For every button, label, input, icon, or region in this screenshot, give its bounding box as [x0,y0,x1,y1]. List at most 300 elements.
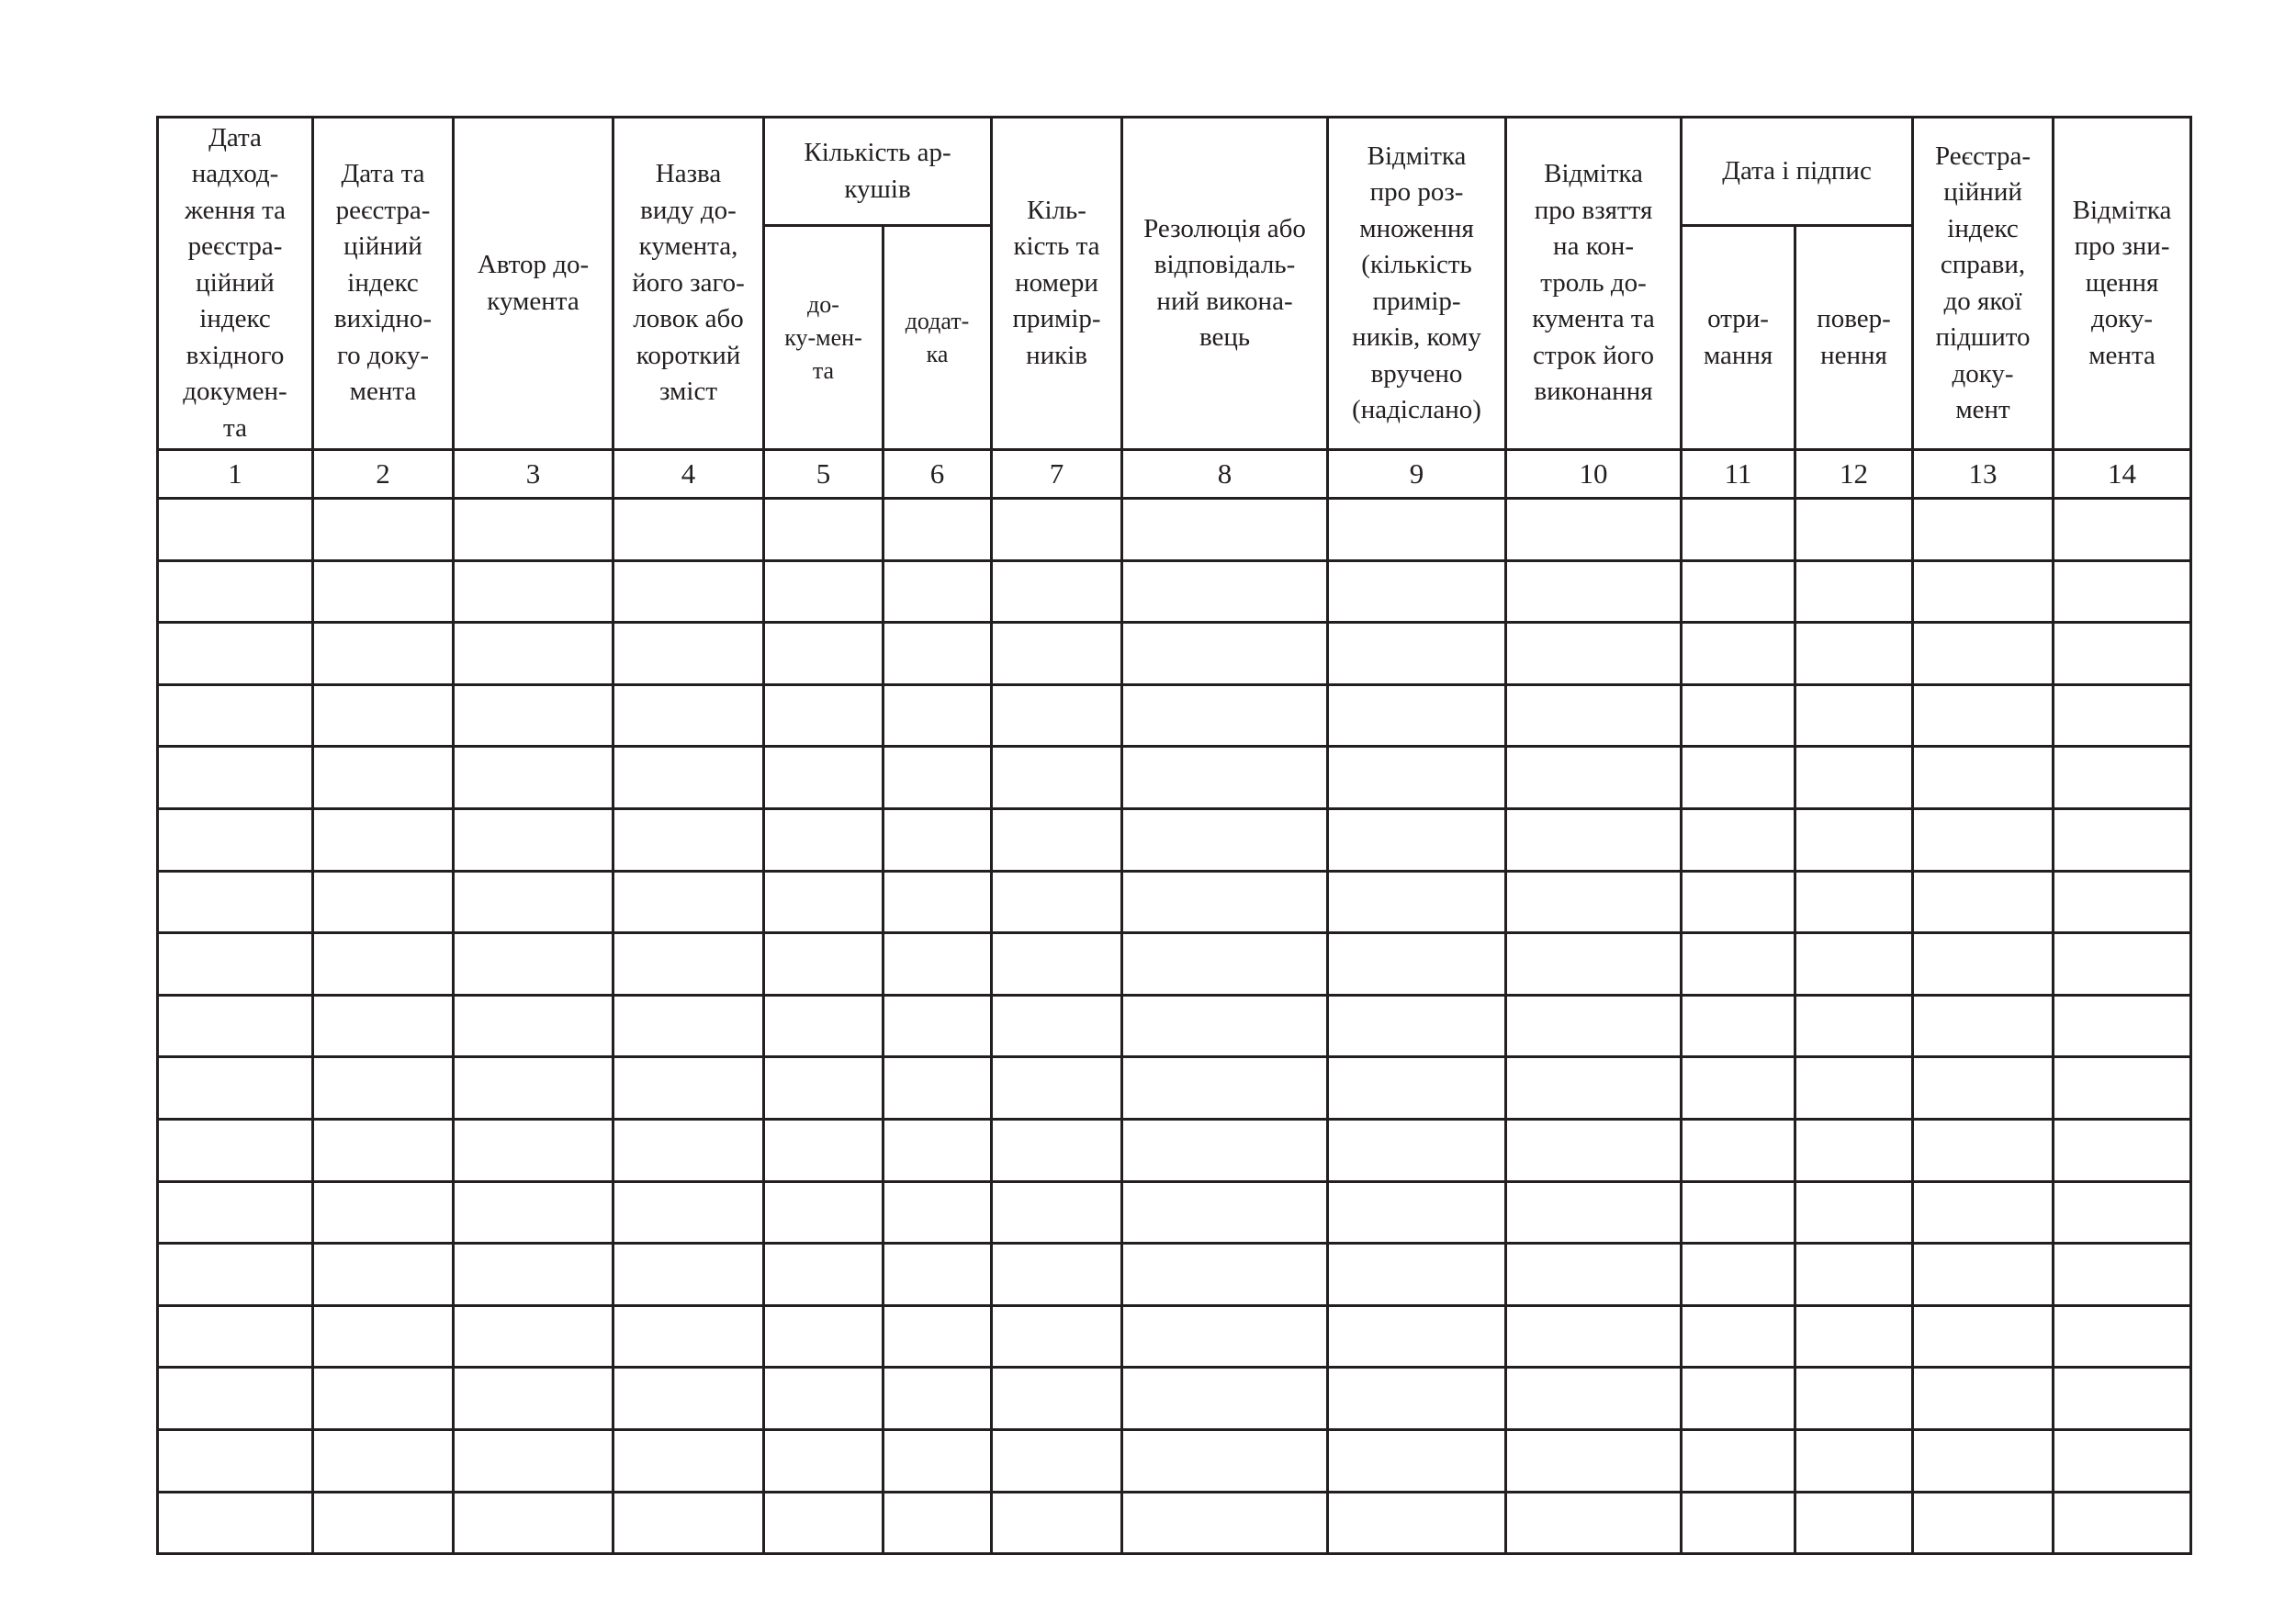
header-line: ційний [196,267,275,298]
table-cell[interactable] [1506,871,1682,933]
table-cell[interactable] [613,623,764,685]
table-cell[interactable] [1328,1244,1506,1306]
table-cell[interactable] [158,1429,313,1492]
header-line: Дата і підпис [1722,155,1872,186]
table-body [158,450,2191,1554]
table-cell[interactable] [613,808,764,871]
table-cell[interactable] [2054,808,2191,871]
table-cell[interactable] [2054,871,2191,933]
table-cell[interactable] [1682,1305,1795,1368]
table-cell[interactable] [884,1244,992,1306]
table-cell[interactable] [454,623,613,685]
table-cell[interactable] [1506,1368,1682,1430]
table-cell[interactable] [1913,871,2054,933]
table-cell[interactable] [992,933,1122,996]
table-cell[interactable] [1328,684,1506,747]
table-row [158,1119,2191,1181]
table-cell[interactable] [158,499,313,561]
table-cell[interactable] [1682,1119,1795,1181]
table-cell[interactable] [313,1429,454,1492]
table-cell[interactable] [313,623,454,685]
table-cell[interactable] [1506,747,1682,809]
header-line: ка [926,340,949,367]
table-cell[interactable] [884,560,992,623]
table-cell[interactable] [313,684,454,747]
table-cell[interactable] [1913,1057,2054,1120]
header-line: щення [2085,267,2159,298]
table-cell[interactable] [992,808,1122,871]
table-row [158,623,2191,685]
table-cell[interactable] [1328,1305,1506,1368]
column-numbers-row [158,450,2191,499]
table-cell[interactable] [158,684,313,747]
header-line: Резолюція або [1143,213,1306,243]
table-cell[interactable] [2054,1305,2191,1368]
table-cell[interactable] [1506,623,1682,685]
table-cell[interactable] [1122,684,1328,747]
table-cell[interactable] [1328,1057,1506,1120]
table-cell[interactable] [884,1368,992,1430]
table-cell[interactable] [992,623,1122,685]
column-number: 12 [1795,450,1913,499]
table-cell[interactable] [313,499,454,561]
table-cell[interactable] [764,1244,884,1306]
table-cell[interactable] [884,1305,992,1368]
table-cell[interactable] [1682,1368,1795,1430]
header-line: індекс [1947,213,2019,243]
table-cell[interactable] [1506,684,1682,747]
table-cell[interactable] [613,1305,764,1368]
table-cell[interactable] [613,1057,764,1120]
table-cell[interactable] [158,808,313,871]
header-sheet-count-group [764,118,992,226]
table-cell[interactable] [1506,995,1682,1057]
table-cell[interactable] [313,995,454,1057]
table-cell[interactable] [884,1429,992,1492]
header-outgoing-date [313,118,454,450]
table-cell[interactable] [1122,1429,1328,1492]
header-line: ційний [1943,177,2022,207]
table-cell[interactable] [313,1119,454,1181]
header-line: множення [1359,213,1474,243]
table-row [158,1429,2191,1492]
table-cell[interactable] [1328,1181,1506,1244]
table-cell[interactable] [1795,1429,1913,1492]
table-cell[interactable] [1795,1244,1913,1306]
table-cell[interactable] [613,560,764,623]
table-cell[interactable] [1682,499,1795,561]
header-date-signature-group [1682,118,1913,226]
table-cell[interactable] [764,499,884,561]
table-cell[interactable] [1795,499,1913,561]
table-cell[interactable] [1122,623,1328,685]
table-cell[interactable] [1122,1057,1328,1120]
table-cell[interactable] [1682,995,1795,1057]
table-cell[interactable] [613,1181,764,1244]
header-line: Дата [208,122,262,152]
table-cell[interactable] [1328,747,1506,809]
table-cell[interactable] [1506,933,1682,996]
table-row [158,747,2191,809]
table-cell[interactable] [1506,808,1682,871]
table-cell[interactable] [454,1368,613,1430]
table-cell[interactable] [1913,933,2054,996]
table-cell[interactable] [1506,1305,1682,1368]
header-line: про зни- [2074,231,2170,262]
column-number: 13 [1913,450,2054,499]
header-line: індекс [199,304,271,334]
table-cell[interactable] [884,995,992,1057]
table-cell[interactable] [1328,623,1506,685]
table-cell[interactable] [1795,1492,1913,1554]
table-cell[interactable] [1682,747,1795,809]
table-cell[interactable] [313,1181,454,1244]
table-cell[interactable] [884,808,992,871]
table-cell[interactable] [1913,499,2054,561]
table-cell[interactable] [158,1492,313,1554]
table-cell[interactable] [1506,1244,1682,1306]
table-cell[interactable] [884,747,992,809]
header-line: реєстра- [335,195,431,225]
table-cell[interactable] [992,1368,1122,1430]
header-line: кушів [844,174,911,204]
table-cell[interactable] [1795,747,1913,809]
table-cell[interactable] [313,808,454,871]
table-cell[interactable] [1913,1429,2054,1492]
table-cell[interactable] [1913,747,2054,809]
table-row [158,933,2191,996]
table-cell[interactable] [992,1305,1122,1368]
table-cell[interactable] [1328,871,1506,933]
table-cell[interactable] [2054,747,2191,809]
table-cell[interactable] [1913,684,2054,747]
table-cell[interactable] [1506,560,1682,623]
table-cell[interactable] [884,1119,992,1181]
table-cell[interactable] [764,623,884,685]
table-cell[interactable] [884,623,992,685]
table-cell[interactable] [1913,808,2054,871]
table-cell[interactable] [884,1181,992,1244]
header-line: справи, [1940,250,2026,279]
table-cell[interactable] [313,1305,454,1368]
table-cell[interactable] [2054,623,2191,685]
table-cell[interactable] [1122,1368,1328,1430]
table-cell[interactable] [1328,560,1506,623]
table-cell[interactable] [1795,684,1913,747]
table-cell[interactable] [313,747,454,809]
table-cell[interactable] [613,995,764,1057]
table-cell[interactable] [2054,560,2191,623]
table-cell[interactable] [1682,1492,1795,1554]
column-number: 7 [992,450,1122,499]
table-cell[interactable] [313,1492,454,1554]
table-cell[interactable] [613,933,764,996]
table-cell[interactable] [764,1119,884,1181]
header-line: Кількість ар- [804,138,951,167]
table-cell[interactable] [1795,560,1913,623]
table-cell[interactable] [454,995,613,1057]
table-cell[interactable] [454,1119,613,1181]
header-line: вець [1199,322,1251,352]
table-cell[interactable] [992,1119,1122,1181]
table-cell[interactable] [613,1368,764,1430]
registration-journal-table [156,116,2192,1555]
table-cell[interactable] [1913,1119,2054,1181]
table-cell[interactable] [1682,684,1795,747]
table-cell[interactable] [992,1244,1122,1306]
table-cell[interactable] [884,499,992,561]
table-cell[interactable] [764,1368,884,1430]
table-cell[interactable] [313,871,454,933]
header-line: троль до- [1540,267,1647,298]
table-cell[interactable] [454,1181,613,1244]
table-cell[interactable] [1328,995,1506,1057]
table-cell[interactable] [1506,1181,1682,1244]
table-cell[interactable] [158,623,313,685]
column-number: 4 [613,450,764,499]
header-line: про взяття [1534,195,1653,225]
table-cell[interactable] [2054,1181,2191,1244]
header-duplication-mark [1328,118,1506,450]
table-cell[interactable] [1795,1368,1913,1430]
table-cell[interactable] [992,871,1122,933]
table-cell[interactable] [1122,871,1328,933]
table-cell[interactable] [1328,933,1506,996]
table-cell[interactable] [1122,560,1328,623]
table-cell[interactable] [158,1244,313,1306]
table-cell[interactable] [1913,1368,2054,1430]
table-cell[interactable] [1795,1305,1913,1368]
table-cell[interactable] [158,871,313,933]
table-cell[interactable] [313,933,454,996]
table-cell[interactable] [158,560,313,623]
table-cell[interactable] [613,1119,764,1181]
header-line: строк його [1533,340,1654,370]
table-cell[interactable] [992,1181,1122,1244]
column-number: 9 [1328,450,1506,499]
table-cell[interactable] [158,747,313,809]
table-cell[interactable] [764,1429,884,1492]
table-cell[interactable] [158,1305,313,1368]
table-cell[interactable] [613,1429,764,1492]
header-copies-count [992,118,1122,450]
column-number: 1 [158,450,313,499]
header-line: ловок або [633,304,744,334]
header-line: індекс [347,267,419,298]
header-author [454,118,613,450]
table-cell[interactable] [1682,1429,1795,1492]
table-cell[interactable] [1328,499,1506,561]
table-cell[interactable] [2054,1429,2191,1492]
table-cell[interactable] [1795,1057,1913,1120]
table-cell[interactable] [2054,1368,2191,1430]
table-row [158,1305,2191,1368]
table-cell[interactable] [158,995,313,1057]
table-cell[interactable] [764,1305,884,1368]
table-cell[interactable] [1913,995,2054,1057]
table-cell[interactable] [884,1057,992,1120]
header-line: ку-мен- [784,323,862,351]
table-cell[interactable] [2054,1119,2191,1181]
header-document-title [613,118,764,450]
table-cell[interactable] [764,1057,884,1120]
table-cell[interactable] [764,1492,884,1554]
table-cell[interactable] [884,684,992,747]
table-cell[interactable] [992,747,1122,809]
table-cell[interactable] [1506,499,1682,561]
header-line: виконання [1534,377,1653,407]
table-cell[interactable] [2054,1057,2191,1120]
table-cell[interactable] [764,808,884,871]
table-cell[interactable] [764,1181,884,1244]
table-cell[interactable] [1122,1181,1328,1244]
table-cell[interactable] [613,1492,764,1554]
header-line: підшито [1935,322,2031,352]
table-cell[interactable] [454,933,613,996]
table-cell[interactable] [764,933,884,996]
table-cell[interactable] [764,871,884,933]
table-cell[interactable] [992,684,1122,747]
table-cell[interactable] [2054,995,2191,1057]
table-cell[interactable] [1122,1119,1328,1181]
table-cell[interactable] [454,871,613,933]
table-cell[interactable] [1122,747,1328,809]
table-cell[interactable] [992,1429,1122,1492]
table-cell[interactable] [764,684,884,747]
table-cell[interactable] [1795,623,1913,685]
table-cell[interactable] [313,1057,454,1120]
header-line: Реєстра- [1935,141,2032,171]
table-row [158,871,2191,933]
table-cell[interactable] [992,1492,1122,1554]
table-cell[interactable] [454,1057,613,1120]
table-cell[interactable] [1682,871,1795,933]
header-line: ників, кому [1352,322,1481,352]
table-cell[interactable] [1122,808,1328,871]
header-line: номери [1015,267,1098,298]
table-cell[interactable] [1328,808,1506,871]
table-cell[interactable] [1682,623,1795,685]
table-cell[interactable] [1682,808,1795,871]
table-cell[interactable] [1682,933,1795,996]
table-cell[interactable] [1795,871,1913,933]
table-cell[interactable] [884,871,992,933]
table-cell[interactable] [313,560,454,623]
table-cell[interactable] [613,499,764,561]
table-cell[interactable] [454,1492,613,1554]
table-cell[interactable] [1122,1244,1328,1306]
table-cell[interactable] [454,560,613,623]
header-line: зміст [659,377,717,407]
table-cell[interactable] [1795,1181,1913,1244]
table-cell[interactable] [2054,1492,2191,1554]
table-cell[interactable] [1913,1181,2054,1244]
table-cell[interactable] [454,747,613,809]
table-cell[interactable] [158,1119,313,1181]
table-cell[interactable] [1328,1119,1506,1181]
table-cell[interactable] [764,995,884,1057]
table-cell[interactable] [2054,684,2191,747]
table-cell[interactable] [613,1244,764,1306]
header-line: кумента [487,286,580,316]
table-cell[interactable] [1122,995,1328,1057]
header-line: Автор до- [477,250,590,279]
table-cell[interactable] [1913,1244,2054,1306]
table-cell[interactable] [2054,933,2191,996]
table-cell[interactable] [158,1368,313,1430]
table-cell[interactable] [992,560,1122,623]
table-cell[interactable] [454,499,613,561]
table-cell[interactable] [1328,1368,1506,1430]
table-cell[interactable] [454,1244,613,1306]
table-cell[interactable] [1795,1119,1913,1181]
table-cell[interactable] [613,747,764,809]
table-row [158,1181,2191,1244]
table-cell[interactable] [454,1429,613,1492]
table-cell[interactable] [1506,1492,1682,1554]
table-cell[interactable] [454,808,613,871]
header-line: нення [1820,340,1887,370]
table-cell[interactable] [1795,995,1913,1057]
table-cell[interactable] [1913,1305,2054,1368]
table-cell[interactable] [884,1492,992,1554]
table-cell[interactable] [992,995,1122,1057]
table-cell[interactable] [158,1181,313,1244]
table-cell[interactable] [1122,933,1328,996]
table-cell[interactable] [1795,933,1913,996]
table-cell[interactable] [1913,1492,2054,1554]
column-number: 5 [764,450,884,499]
table-cell[interactable] [1682,1181,1795,1244]
table-cell[interactable] [1328,1492,1506,1554]
table-cell[interactable] [1506,1119,1682,1181]
table-cell[interactable] [1122,1492,1328,1554]
table-cell[interactable] [764,560,884,623]
table-cell[interactable] [313,1244,454,1306]
table-cell[interactable] [992,499,1122,561]
table-cell[interactable] [2054,1244,2191,1306]
table-cell[interactable] [2054,499,2191,561]
header-line: докумен- [183,377,287,407]
table-cell[interactable] [1506,1429,1682,1492]
table-cell[interactable] [158,933,313,996]
table-cell[interactable] [1682,560,1795,623]
header-line: про роз- [1369,177,1464,207]
table-cell[interactable] [1913,623,2054,685]
header-line: надход- [191,159,279,189]
header-line: кумента, [638,231,738,262]
table-cell[interactable] [158,1057,313,1120]
table-cell[interactable] [1913,560,2054,623]
table-cell[interactable] [1122,1305,1328,1368]
table-cell[interactable] [992,1057,1122,1120]
table-cell[interactable] [1506,1057,1682,1120]
table-cell[interactable] [313,1368,454,1430]
column-number: 2 [313,450,454,499]
table-cell[interactable] [454,684,613,747]
table-cell[interactable] [1122,499,1328,561]
table-cell[interactable] [764,747,884,809]
table-cell[interactable] [454,1305,613,1368]
table-cell[interactable] [884,933,992,996]
table-cell[interactable] [1682,1057,1795,1120]
header-line: до якої [1943,286,2022,316]
table-cell[interactable] [613,684,764,747]
table-cell[interactable] [1682,1244,1795,1306]
table-cell[interactable] [613,871,764,933]
table-cell[interactable] [1328,1429,1506,1492]
table-cell[interactable] [1795,808,1913,871]
